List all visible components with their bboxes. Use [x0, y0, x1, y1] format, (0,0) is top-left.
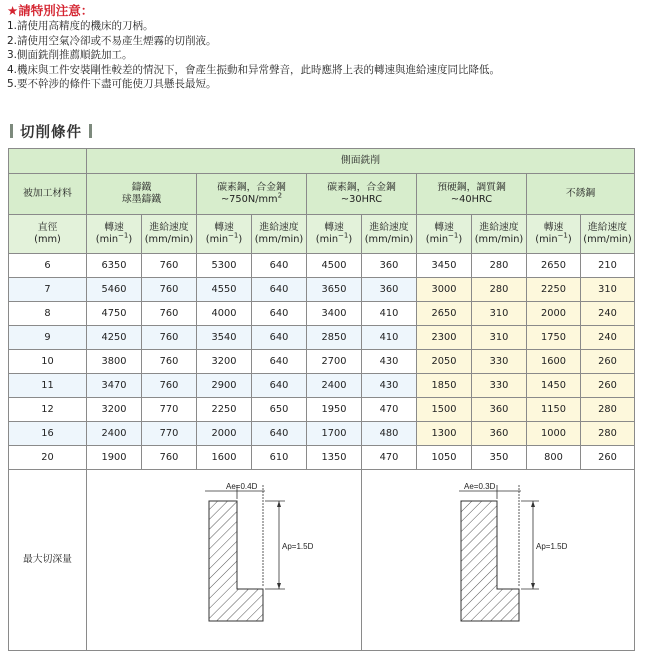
value-cell: 3650: [307, 278, 362, 302]
cut-depth-diagram-left: [89, 471, 359, 649]
value-cell: 260: [581, 446, 635, 470]
value-cell: 5300: [197, 254, 252, 278]
table-row: [9, 254, 635, 278]
ae-label-left: Ae=0.4D: [226, 482, 258, 491]
value-cell: 310: [472, 326, 527, 350]
value-cell: 1850: [417, 374, 472, 398]
value-cell: 470: [362, 398, 417, 422]
material-label: 被加工材料: [9, 174, 87, 215]
value-cell: 310: [581, 278, 635, 302]
value-cell: 360: [362, 278, 417, 302]
value-cell: 3000: [417, 278, 472, 302]
value-cell: 330: [472, 350, 527, 374]
notes-title: ★請特別注意：: [7, 3, 94, 18]
value-cell: 2250: [527, 278, 581, 302]
value-cell: 2650: [417, 302, 472, 326]
value-cell: 470: [362, 446, 417, 470]
value-cell: 760: [142, 254, 197, 278]
value-cell: 770: [142, 398, 197, 422]
diagram-right-cell: [362, 470, 635, 651]
section-title: [10, 120, 92, 142]
table-row: [9, 422, 635, 446]
speed-header: 轉速 $(\min^{-1})$: [87, 215, 142, 254]
value-cell: 2250: [197, 398, 252, 422]
value-cell: 1600: [197, 446, 252, 470]
ae-label-right: Ae=0.3D: [464, 482, 496, 491]
feed-header: 進給速度 (mm/min): [142, 215, 197, 254]
value-cell: 1150: [527, 398, 581, 422]
value-cell: 280: [581, 422, 635, 446]
diagram-left-cell: [87, 470, 362, 651]
value-cell: 2400: [307, 374, 362, 398]
table-row: [9, 374, 635, 398]
value-cell: 1950: [307, 398, 362, 422]
value-cell: 760: [142, 302, 197, 326]
value-cell: 210: [581, 254, 635, 278]
diameter-cell: 12: [9, 398, 87, 422]
value-cell: 640: [252, 374, 307, 398]
diameter-cell: 8: [9, 302, 87, 326]
speed-header: 轉速 $(\min^{-1})$: [527, 215, 581, 254]
value-cell: 1350: [307, 446, 362, 470]
ap-label-right: Ap=1.5D: [536, 542, 568, 551]
value-cell: 4550: [197, 278, 252, 302]
diameter-header: 直徑 (mm): [9, 215, 87, 254]
value-cell: 310: [472, 302, 527, 326]
diameter-cell: 20: [9, 446, 87, 470]
value-cell: 610: [252, 446, 307, 470]
note-line-1: 1.請使用高精度的機床的刀柄。: [7, 20, 154, 32]
value-cell: 6350: [87, 254, 142, 278]
table-row: [9, 302, 635, 326]
value-cell: 770: [142, 422, 197, 446]
value-cell: 2900: [197, 374, 252, 398]
value-cell: 430: [362, 374, 417, 398]
material-header: 鑄鐵 球墨鑄鐵: [87, 174, 197, 215]
value-cell: 1600: [527, 350, 581, 374]
diameter-cell: 16: [9, 422, 87, 446]
feed-header: 進給速度 (mm/min): [581, 215, 635, 254]
value-cell: 640: [252, 422, 307, 446]
feed-header: 進給速度 (mm/min): [362, 215, 417, 254]
value-cell: 4000: [197, 302, 252, 326]
material-header: 預硬鋼，調質鋼 ~40HRC: [417, 174, 527, 215]
material-header: 不銹鋼: [527, 174, 635, 215]
value-cell: 1900: [87, 446, 142, 470]
value-cell: 760: [142, 446, 197, 470]
value-cell: 1700: [307, 422, 362, 446]
value-cell: 240: [581, 302, 635, 326]
table-row: [9, 398, 635, 422]
value-cell: 1750: [527, 326, 581, 350]
max-depth-label: 最大切深量: [9, 470, 87, 651]
value-cell: 1450: [527, 374, 581, 398]
title-bar-left: [10, 124, 13, 138]
value-cell: 800: [527, 446, 581, 470]
diameter-cell: 9: [9, 326, 87, 350]
value-cell: 2050: [417, 350, 472, 374]
diameter-cell: 6: [9, 254, 87, 278]
title-bar-right: [89, 124, 92, 138]
value-cell: 3540: [197, 326, 252, 350]
value-cell: 640: [252, 326, 307, 350]
value-cell: 260: [581, 374, 635, 398]
value-cell: 760: [142, 374, 197, 398]
value-cell: 3200: [197, 350, 252, 374]
value-cell: 3400: [307, 302, 362, 326]
value-cell: 1300: [417, 422, 472, 446]
value-cell: 3470: [87, 374, 142, 398]
group-header: 側面銑削: [87, 149, 635, 174]
value-cell: 480: [362, 422, 417, 446]
value-cell: 260: [581, 350, 635, 374]
table-row: [9, 278, 635, 302]
value-cell: 640: [252, 278, 307, 302]
feed-header: 進給速度 (mm/min): [252, 215, 307, 254]
value-cell: 2000: [197, 422, 252, 446]
value-cell: 760: [142, 326, 197, 350]
diameter-cell: 7: [9, 278, 87, 302]
value-cell: 640: [252, 350, 307, 374]
value-cell: 2650: [527, 254, 581, 278]
value-cell: 280: [472, 278, 527, 302]
value-cell: 640: [252, 254, 307, 278]
diameter-cell: 10: [9, 350, 87, 374]
value-cell: 330: [472, 374, 527, 398]
value-cell: 360: [362, 254, 417, 278]
value-cell: 280: [581, 398, 635, 422]
value-cell: 4500: [307, 254, 362, 278]
table-row: [9, 350, 635, 374]
value-cell: 350: [472, 446, 527, 470]
value-cell: 2850: [307, 326, 362, 350]
value-cell: 760: [142, 350, 197, 374]
value-cell: 2400: [87, 422, 142, 446]
material-header: 碳素鋼，合金鋼 ~30HRC: [307, 174, 417, 215]
value-cell: 2000: [527, 302, 581, 326]
cutting-conditions-table: [8, 148, 635, 651]
value-cell: 3200: [87, 398, 142, 422]
diameter-cell: 11: [9, 374, 87, 398]
value-cell: 2700: [307, 350, 362, 374]
value-cell: 240: [581, 326, 635, 350]
value-cell: 1050: [417, 446, 472, 470]
speed-header: 轉速 $(\min^{-1})$: [197, 215, 252, 254]
feed-header: 進給速度 (mm/min): [472, 215, 527, 254]
value-cell: 5460: [87, 278, 142, 302]
value-cell: 360: [472, 422, 527, 446]
ap-label-left: Ap=1.5D: [282, 542, 314, 551]
value-cell: 280: [472, 254, 527, 278]
value-cell: 360: [472, 398, 527, 422]
notes-block: [7, 2, 647, 92]
value-cell: 3450: [417, 254, 472, 278]
section-title-text: 切削條件: [20, 124, 82, 141]
value-cell: 640: [252, 302, 307, 326]
value-cell: 4750: [87, 302, 142, 326]
material-header: 碳素鋼，合金鋼 $\sim 750N/mm^2$: [197, 174, 307, 215]
value-cell: 3800: [87, 350, 142, 374]
speed-header: 轉速 $(\min^{-1})$: [417, 215, 472, 254]
value-cell: 1500: [417, 398, 472, 422]
note-line-5: 5.要不幹涉的條件下盡可能使刀具懸長最短。: [7, 78, 217, 91]
value-cell: 4250: [87, 326, 142, 350]
note-line-4: 4.機床與工件安裝剛性較差的情況下，會產生振動和异常聲音，此時應將上表的轉速與進給速度同比降低。: [7, 63, 501, 76]
value-cell: 430: [362, 350, 417, 374]
value-cell: 410: [362, 302, 417, 326]
value-cell: 760: [142, 278, 197, 302]
value-cell: 1000: [527, 422, 581, 446]
note-line-2: 2.請使用空氣冷卻或不易產生煙霧的切削液。: [7, 34, 217, 47]
cut-depth-diagram-right: [363, 471, 633, 649]
speed-header: 轉速 $(\min^{-1})$: [307, 215, 362, 254]
note-line-3: 3.側面銑削推薦順銑加工。: [7, 49, 133, 62]
value-cell: 2300: [417, 326, 472, 350]
value-cell: 410: [362, 326, 417, 350]
value-cell: 650: [252, 398, 307, 422]
table-row: [9, 446, 635, 470]
table-row: [9, 326, 635, 350]
